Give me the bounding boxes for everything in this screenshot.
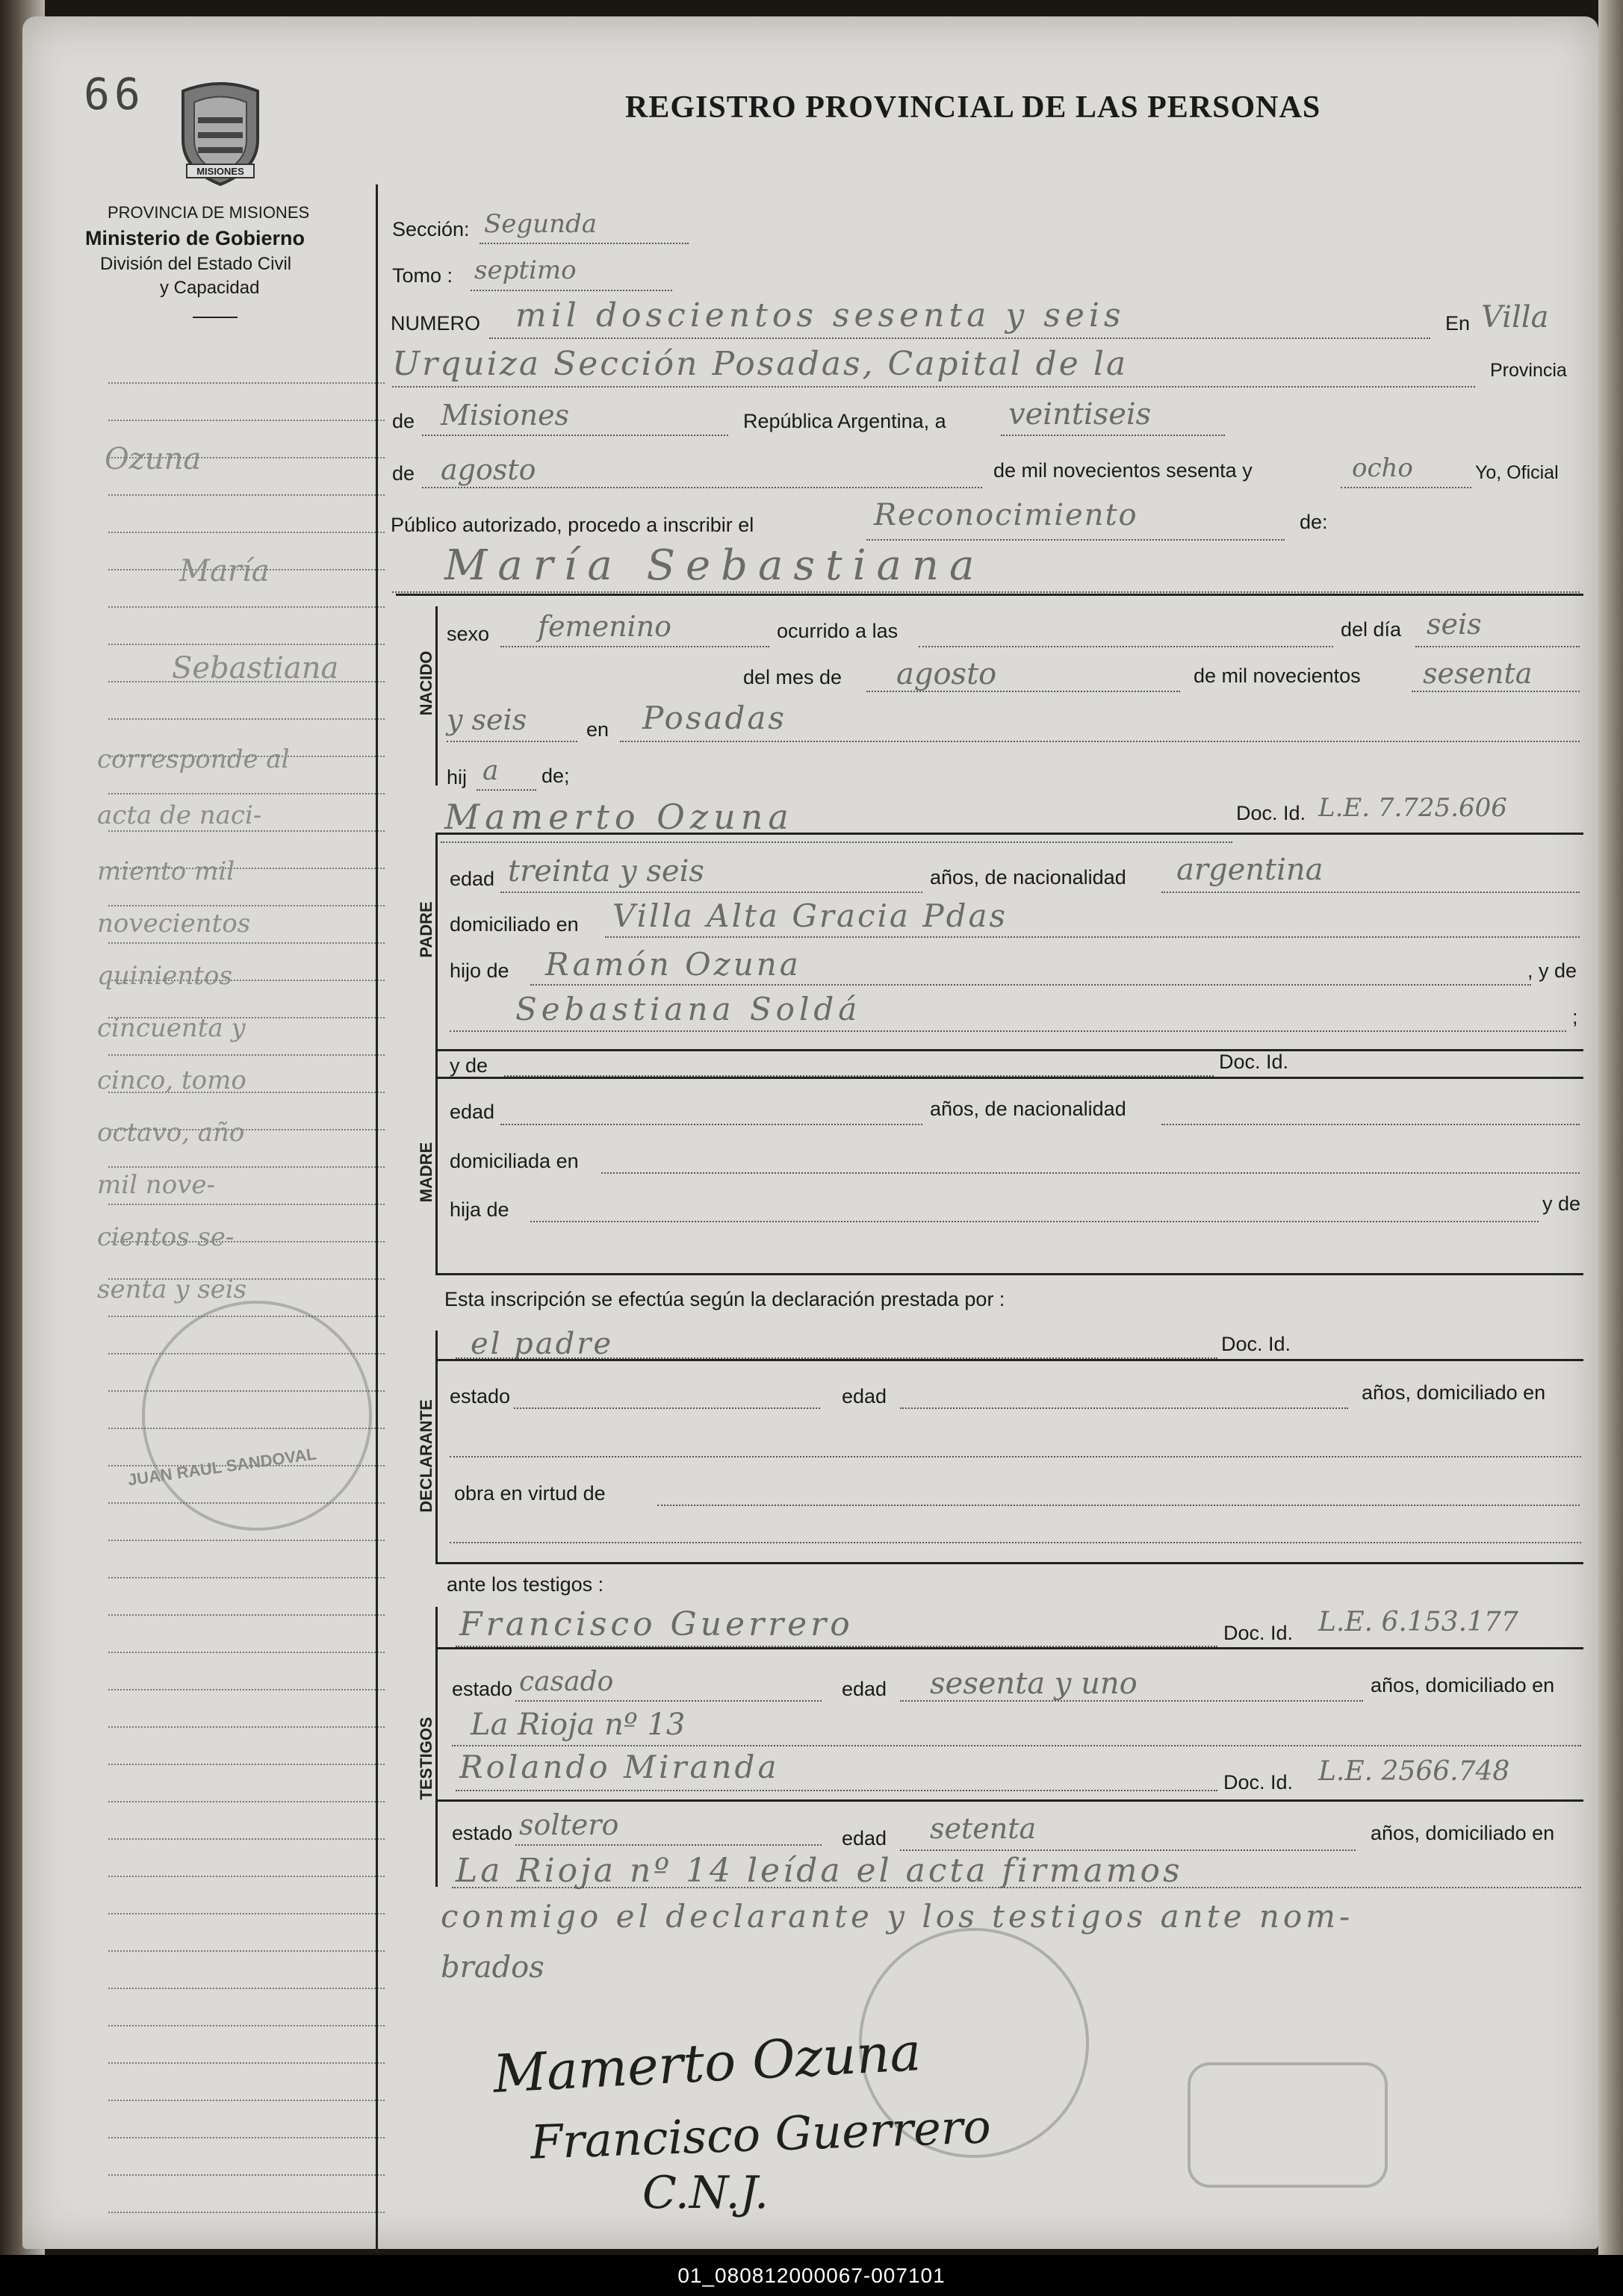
testigo2-doc-label: Doc. Id. <box>1223 1771 1294 1793</box>
madre-doc-label: Doc. Id. <box>1219 1051 1289 1073</box>
document-title: REGISTRO PROVINCIAL DE LAS PERSONAS <box>625 90 1321 125</box>
seccion-label: Sección: <box>392 218 470 240</box>
localidad-value: Urquiza Sección Posadas, Capital de la <box>392 345 1129 383</box>
en-nacimiento-label: en <box>586 718 609 741</box>
provincial-seal-icon <box>172 76 269 188</box>
testigo2-anios-label: años, domiciliado en <box>1371 1822 1555 1844</box>
provincia-value: Misiones <box>441 399 570 432</box>
testigo1-doc-label: Doc. Id. <box>1223 1622 1294 1644</box>
testigo1-estado-value: casado <box>519 1667 614 1697</box>
ocurrido-label: ocurrido a las <box>777 620 899 642</box>
padre-edad-value: treinta y seis <box>508 854 704 889</box>
padre-doc-value: L.E. 7.725.606 <box>1318 793 1507 823</box>
closing-line-1: conmigo el declarante y los testigos ante nom- <box>441 1898 1354 1935</box>
padre-hijode-value: Ramón Ozuna <box>545 946 801 983</box>
mes-nacimiento-value: agosto <box>896 657 997 691</box>
deldia-label: del día <box>1341 618 1402 641</box>
sexo-value: femenino <box>538 610 672 643</box>
register-sheet: 66 MISIONES REGISTRO PROVINCIAL DE LAS PERSONAS PROVINCIA DE MISIONES Ministerio de Gobierno División del Estado Civil y Capacidad Ozuna María Sebastiana corresponde al acta de naci- miento mil novecientos quinientos cincuenta y cinco, tomo octavo, año mil nove- cientos se- senta y seis JUAN RAUL SANDOVAL Sección: Segunda Tomo : septimo NUMERO mil doscientos sesenta y seis En Villa Urquiza Sección Posadas, Capital de la Provincia de Misiones República Argentina, a veintiseis de agosto de mil novecientos sesenta y ocho Yo, Oficial Público autorizado, procedo a inscribir el Reconocimiento de: María Sebastiana NACIDO sexo femenino ocurrido a las del día seis del mes de agosto de mil novecientos sesenta y seis en Posadas hij a de; Mamerto Ozuna Doc. Id. L.E. 7.725.606 PADRE edad treinta y seis años, de nacionalidad argentina domiciliado en Villa Alta Gracia Pdas hijo de Ramón Ozuna , y de Sebastiana Soldá ; MADRE y de Doc. Id. edad años, de nacionalidad domiciliada en hija de y de Esta inscripción se efectúa según la declaración prestada por : el padre Doc. Id. DECLARANTE estado edad años, domiciliado en obra en virtud de ante los testigos : TESTIGOS Francisco Guerrero Doc. Id. L.E. 6.153.177 estado casado edad sesenta y uno años, domiciliado en La Rioja nº 13 Rolando Miranda Doc. Id. L.E. 2566.748 estado soltero edad setenta años, domiciliado en La Rioja nº 14 leída el acta firmamos conmigo el declarante y los testigos ante nom- brados Mamerto Ozuna Francisco Guerrero C.N.J. <box>22 16 1598 2249</box>
padre-nac-label: años, de nacionalidad <box>930 866 1126 889</box>
form-left-rule <box>376 184 378 2253</box>
org-ministry: Ministerio de Gobierno <box>85 227 305 249</box>
madre-yde2-label: y de <box>1542 1192 1581 1215</box>
dia-nacimiento-value: seis <box>1427 608 1482 641</box>
padre-side-label: PADRE <box>417 901 435 958</box>
testigo2-nombre-value: Rolando Miranda <box>459 1749 780 1785</box>
madre-nac-label: años, de nacionalidad <box>930 1098 1126 1120</box>
signature-francisco-guerrero: Francisco Guerrero <box>529 2099 992 2170</box>
madre-hija-label: hija de <box>450 1198 509 1221</box>
testigo2-dom-value: La Rioja nº 14 leída el acta firmamos <box>456 1852 1183 1890</box>
delegate-stamp <box>1188 2062 1388 2188</box>
org-province: PROVINCIA DE MISIONES <box>108 203 310 222</box>
testigo1-doc-value: L.E. 6.153.177 <box>1318 1607 1518 1637</box>
de-hij-label: de; <box>541 765 570 787</box>
testigos-intro: ante los testigos : <box>447 1573 604 1596</box>
margin-stamp-text: JUAN RAUL SANDOVAL <box>126 1444 318 1490</box>
madre-edad-label: edad <box>450 1101 495 1123</box>
declarante-nombre-value: el padre <box>471 1327 614 1361</box>
padre-hijode-label: hijo de <box>450 959 509 982</box>
provincia-label: Provincia <box>1490 360 1567 381</box>
padre-nac-value: argentina <box>1176 853 1323 887</box>
hij-value: a <box>482 756 499 786</box>
testigo1-dom-value: La Rioja nº 13 <box>471 1708 686 1742</box>
de3-label: de: <box>1300 511 1328 533</box>
dia-inscripcion-value: veintiseis <box>1008 397 1152 432</box>
yo-oficial-label: Yo, Oficial <box>1475 462 1559 483</box>
declarante-side-label: DECLARANTE <box>417 1399 435 1513</box>
madre-dom-label: domiciliada en <box>450 1150 579 1172</box>
anio-nacimiento-value-2: y seis <box>447 703 527 736</box>
numero-value: mil doscientos sesenta y seis <box>515 296 1126 335</box>
nacido-side-label: NACIDO <box>417 650 435 716</box>
padre-yde-label: , y de <box>1527 959 1577 982</box>
declarante-estado-label: estado <box>450 1385 511 1407</box>
padre-semicolon: ; <box>1572 1006 1578 1028</box>
signature-officer: C.N.J. <box>642 2167 769 2219</box>
de2-label: de <box>392 462 415 485</box>
org-division: División del Estado Civil <box>100 254 292 274</box>
padre-madre-value: Sebastiana Soldá <box>515 991 862 1027</box>
declarante-obra-label: obra en virtud de <box>454 1482 606 1505</box>
org-division-2: y Capacidad <box>160 278 260 298</box>
seal-text: MISIONES <box>196 166 244 177</box>
publico-label: Público autorizado, procedo a inscribir el <box>391 514 754 536</box>
milnov-nacimiento-label: de mil novecientos <box>1194 665 1361 687</box>
anio-nacimiento-value: sesenta <box>1423 657 1533 690</box>
margin-stamp <box>142 1301 372 1531</box>
testigo1-anios-label: años, domiciliado en <box>1371 1674 1555 1696</box>
padre-doc-label: Doc. Id. <box>1236 802 1306 824</box>
testigo1-edad-value: sesenta y uno <box>930 1667 1138 1701</box>
lugar-nacimiento-value: Posadas <box>642 700 786 736</box>
signature-mamerto-ozuna: Mamerto Ozuna <box>491 2021 923 2105</box>
nombre-inscripto-value: María Sebastiana <box>444 541 985 590</box>
seccion-value: Segunda <box>484 209 598 239</box>
anio-inscripcion-value: ocho <box>1352 453 1413 483</box>
testigo1-nombre-value: Francisco Guerrero <box>459 1605 854 1643</box>
page-number: 66 <box>84 69 145 119</box>
declarante-intro: Esta inscripción se efectúa según la declaración prestada por : <box>444 1288 1005 1310</box>
delmes-label: del mes de <box>743 666 842 688</box>
acto-value: Reconocimiento <box>874 498 1138 532</box>
testigo1-estado-label: estado <box>452 1678 513 1700</box>
book-edge <box>1598 0 1623 2255</box>
tomo-value: septimo <box>474 255 577 285</box>
testigo2-doc-value: L.E. 2566.748 <box>1318 1756 1510 1787</box>
sexo-label: sexo <box>447 623 490 645</box>
madre-side-label: MADRE <box>417 1142 435 1203</box>
testigo2-estado-value: soltero <box>519 1808 619 1841</box>
testigos-side-label: TESTIGOS <box>417 1717 435 1800</box>
padre-dom-value: Villa Alta Gracia Pdas <box>612 897 1008 934</box>
en-value: Villa <box>1481 300 1549 335</box>
padre-edad-label: edad <box>450 868 495 890</box>
testigo2-edad-value: setenta <box>930 1812 1037 1845</box>
declarante-edad-label: edad <box>842 1385 887 1407</box>
de-label: de <box>392 410 415 432</box>
hij-label: hij <box>447 766 468 788</box>
declarante-anios-label: años, domiciliado en <box>1362 1381 1546 1404</box>
image-filename: 01_080812000067-007101 <box>0 2255 1623 2296</box>
declarante-doc-label: Doc. Id. <box>1221 1333 1291 1355</box>
madre-yde-label: y de <box>450 1054 488 1077</box>
mes-inscripcion-value: agosto <box>441 453 536 486</box>
milnovecientos-label: de mil novecientos sesenta y <box>993 459 1253 482</box>
tomo-label: Tomo : <box>392 264 453 287</box>
numero-label: NUMERO <box>391 312 480 335</box>
testigo2-estado-label: estado <box>452 1822 513 1844</box>
republica-label: República Argentina, a <box>743 410 946 432</box>
org-divider <box>193 317 238 318</box>
testigo1-edad-label: edad <box>842 1678 887 1700</box>
padre-nombre-value: Mamerto Ozuna <box>444 797 794 837</box>
padre-dom-label: domiciliado en <box>450 913 579 936</box>
en-label: En <box>1445 312 1471 335</box>
testigo2-edad-label: edad <box>842 1827 887 1849</box>
closing-line-2: brados <box>441 1950 544 1985</box>
